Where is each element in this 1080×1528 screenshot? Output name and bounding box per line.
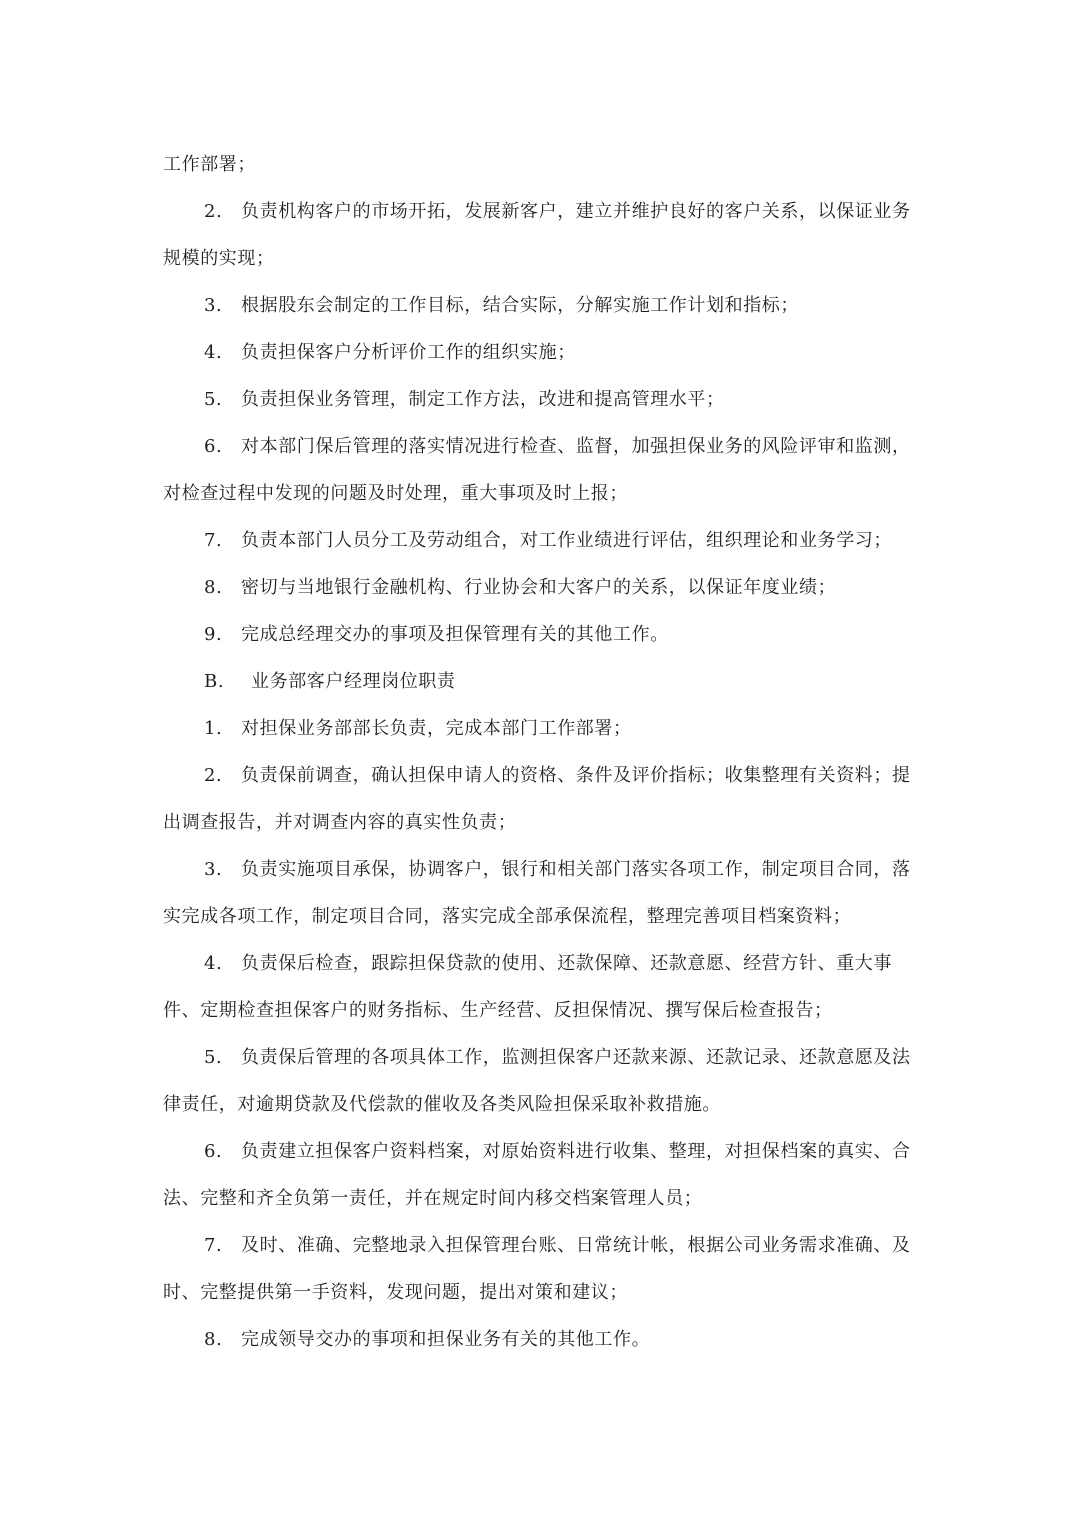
item-text: 及时、准确、完整地录入担保管理台账、日常统计帐，根据公司业务需求准确、及时、完整提供第一手资料，发现问题，提出对策和建议； (163, 1235, 911, 1303)
item-text: 负责担保业务管理，制定工作方法，改进和提高管理水平； (241, 389, 725, 410)
list-item (163, 1316, 923, 1363)
section-heading (163, 658, 923, 705)
item-text: 负责担保客户分析评价工作的组织实施； (241, 342, 576, 363)
item-number: 5. (204, 1047, 223, 1068)
item-number: 8. (204, 577, 223, 598)
list-item (163, 282, 923, 329)
item-text: 负责机构客户的市场开拓，发展新客户，建立并维护良好的客户关系，以保证业务规模的实现； (163, 201, 911, 269)
list-item (163, 752, 923, 846)
document-body (163, 141, 923, 1363)
list-item (163, 705, 923, 752)
list-item (163, 1222, 923, 1316)
list-item (163, 517, 923, 564)
list-item (163, 564, 923, 611)
item-number: 4. (204, 342, 223, 363)
list-item (163, 846, 923, 940)
list-item (163, 329, 923, 376)
item-text: 负责实施项目承保，协调客户，银行和相关部门落实各项工作，制定项目合同，落实完成各项工作，制定项目合同，落实完成全部承保流程，整理完善项目档案资料； (163, 859, 911, 927)
item-text: 负责保前调查，确认担保申请人的资格、条件及评价指标；收集整理有关资料；提出调查报告，并对调查内容的真实性负责； (163, 765, 911, 833)
item-number: 9. (204, 624, 223, 645)
item-number: 4. (204, 953, 223, 974)
list-item (163, 423, 923, 517)
continuation-line (163, 141, 923, 188)
item-number: 7. (204, 1235, 223, 1256)
list-item (163, 940, 923, 1034)
item-number: 3. (204, 859, 223, 880)
item-number: 7. (204, 530, 223, 551)
item-text: 密切与当地银行金融机构、行业协会和大客户的关系，以保证年度业绩； (241, 577, 837, 598)
item-number: 5. (204, 389, 223, 410)
item-text: 对本部门保后管理的落实情况进行检查、监督，加强担保业务的风险评审和监测，对检查过程中发现的问题及时处理，重大事项及时上报； (163, 436, 911, 504)
continuation-text: 工作部署； (163, 154, 256, 175)
item-number: 2. (204, 201, 223, 222)
item-text: 对担保业务部部长负责，完成本部门工作部署； (241, 718, 632, 739)
item-text: 负责保后检查，跟踪担保贷款的使用、还款保障、还款意愿、经营方针、重大事件、定期检查担保客户的财务指标、生产经营、反担保情况、撰写保后检查报告； (163, 953, 892, 1021)
item-text: 负责保后管理的各项具体工作，监测担保客户还款来源、还款记录、还款意愿及法律责任，对逾期贷款及代偿款的催收及各类风险担保采取补救措施。 (163, 1047, 911, 1115)
item-number: 2. (204, 765, 223, 786)
list-item (163, 1128, 923, 1222)
section-title: 业务部客户经理岗位职责 (251, 671, 456, 692)
item-text: 根据股东会制定的工作目标，结合实际，分解实施工作计划和指标； (241, 295, 799, 316)
section-number: B. (204, 671, 225, 692)
item-number: 8. (204, 1329, 223, 1350)
list-item (163, 376, 923, 423)
list-item (163, 611, 923, 658)
item-number: 6. (204, 1141, 223, 1162)
item-text: 完成领导交办的事项和担保业务有关的其他工作。 (241, 1329, 651, 1350)
item-number: 3. (204, 295, 223, 316)
item-text: 负责本部门人员分工及劳动组合，对工作业绩进行评估，组织理论和业务学习； (241, 530, 892, 551)
item-number: 1. (204, 718, 223, 739)
item-text: 完成总经理交办的事项及担保管理有关的其他工作。 (241, 624, 669, 645)
item-number: 6. (204, 436, 223, 457)
list-item (163, 1034, 923, 1128)
list-item (163, 188, 923, 282)
item-text: 负责建立担保客户资料档案，对原始资料进行收集、整理，对担保档案的真实、合法、完整和齐全负第一责任，并在规定时间内移交档案管理人员； (163, 1141, 911, 1209)
